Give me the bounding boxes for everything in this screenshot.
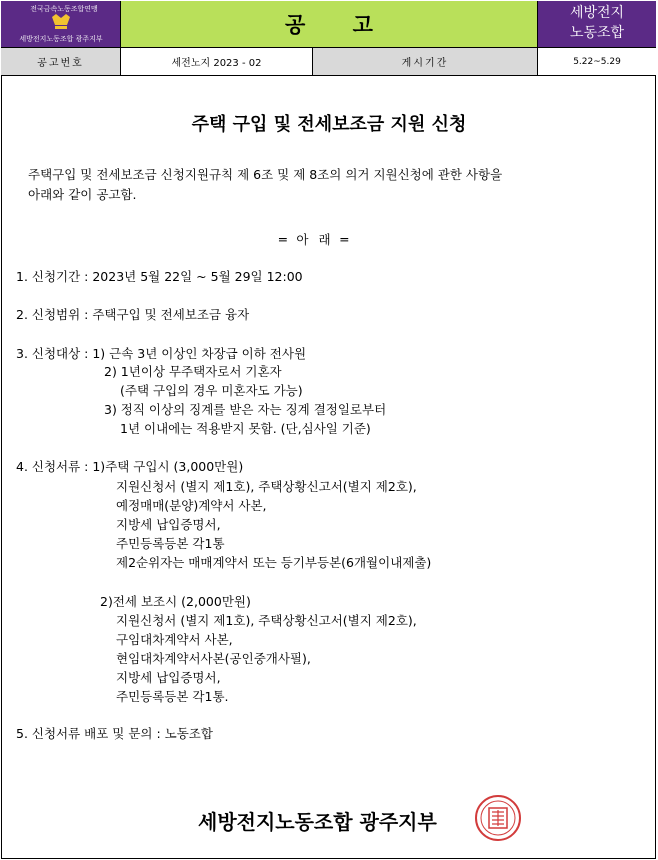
signature-text: 세방전지노동조합 광주지부 xyxy=(198,810,437,834)
item-documents-line: 지원신청서 (별지 제1호), 주택상황신고서(별지 제2호), xyxy=(116,613,417,628)
logo-bottom-text: 세방전지노동조합 광주지부 xyxy=(19,35,103,43)
item-documents-line: 지원신청서 (별지 제1호), 주택상황신고서(별지 제2호), xyxy=(116,479,417,494)
union-name-line2: 노동조합 xyxy=(569,25,625,41)
posting-period-value: 5.22~5.29 xyxy=(538,48,656,75)
official-seal-icon xyxy=(474,794,522,842)
item-eligibility-line: 1년 이내에는 적용받지 못함. (단,심사일 기준) xyxy=(120,421,371,436)
item-eligibility: 3. 신청대상 : 1) 근속 3년 이상인 차장급 이하 전사원 xyxy=(16,346,307,361)
posting-period-label: 게시기간 xyxy=(313,48,538,75)
item-documents-line: 구임대차계약서 사본, xyxy=(116,632,233,647)
notice-title: 공 고 xyxy=(121,1,538,47)
item-application-scope: 2. 신청범위 : 주택구입 및 전세보조금 융자 xyxy=(16,307,250,322)
notice-info-row xyxy=(1,47,656,76)
item-documents-line: 예정매매(분양)계약서 사본, xyxy=(116,498,267,513)
item-inquiry: 5. 신청서류 배포 및 문의 : 노동조합 xyxy=(16,726,213,741)
union-emblem-icon xyxy=(50,13,72,31)
intro-line: 아래와 같이 공고함. xyxy=(28,187,137,202)
union-name-box xyxy=(538,1,656,47)
item-eligibility-line: (주택 구입의 경우 미혼자도 가능) xyxy=(120,383,303,398)
item-application-period: 1. 신청기간 : 2023년 5월 22일 ~ 5월 29일 12:00 xyxy=(16,269,303,284)
intro-line: 주택구입 및 전세보조금 신청지원규칙 제 6조 및 제 8조의 의거 지원신청에 관한 사항을 xyxy=(28,167,503,182)
intro-paragraph xyxy=(28,165,588,205)
item-eligibility-line: 2) 1년이상 무주택자로서 기혼자 xyxy=(104,364,282,379)
item-eligibility-line: 3) 정직 이상의 징계를 받은 자는 징계 결정일로부터 xyxy=(104,402,387,417)
logo-top-text: 전국금속노동조합연맹 xyxy=(30,5,98,13)
item-documents-line: 현임대차계약서사본(공인중개사필), xyxy=(116,651,311,666)
union-name-line1: 세방전지 xyxy=(569,5,625,21)
notice-number-label: 공고번호 xyxy=(1,48,121,75)
item-documents-line: 지방세 납입증명서, xyxy=(116,670,221,685)
item-documents-line: 지방세 납입증명서, xyxy=(116,517,221,532)
item-documents: 4. 신청서류 : 1)주택 구입시 (3,000만원) xyxy=(16,459,244,474)
document-title: 주택 구입 및 전세보조금 지원 신청 xyxy=(191,114,467,135)
item-documents-line: 주민등록등본 각1통 xyxy=(116,536,225,551)
notice-header xyxy=(1,1,656,47)
item-documents-jeonse: 2)전세 보조시 (2,000만원) xyxy=(100,594,251,609)
notice-number-value: 세전노지 2023 - 02 xyxy=(121,48,313,75)
item-documents-line: 제2순위자는 매매계약서 또는 등기부등본(6개월이내제출) xyxy=(116,555,432,570)
section-divider-heading: ═ 아 래 ═ xyxy=(278,232,352,247)
union-logo xyxy=(1,1,121,47)
item-documents-line: 주민등록등본 각1통. xyxy=(116,689,229,704)
